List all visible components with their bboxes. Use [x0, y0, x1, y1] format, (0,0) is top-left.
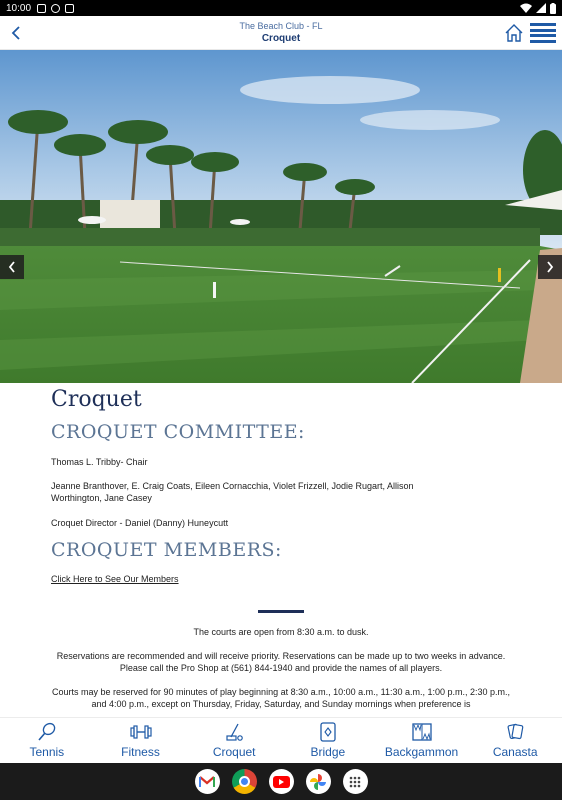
menu-icon	[530, 23, 556, 26]
tab-label: Fitness	[121, 745, 160, 759]
home-icon	[504, 23, 524, 43]
croquet-director: Croquet Director - Daniel (Danny) Huneycutt	[51, 518, 229, 528]
tab-backgammon[interactable]	[375, 718, 469, 763]
backgammon-board-icon	[411, 721, 433, 743]
carousel-next-button[interactable]	[538, 255, 562, 279]
committee-members: Jeanne Branthover, E. Craig Coats, Eileen Cornacchia, Violet Frizzell, Jodie Rugart, Allison Worthington, Jane Casey	[51, 481, 414, 503]
croquet-lawn-photo	[0, 50, 562, 383]
play-times-info: Courts may be reserved for 90 minutes of play beginning at 8:30 a.m., 10:00 a.m., 11:30 a.m., 1:00 p.m., 2:30 p.m., and 4:00 p.m., except on Thursday, Friday, Saturday, and Sunday mornings when preference is	[51, 687, 511, 709]
photos-icon[interactable]	[306, 769, 331, 794]
page-title: Croquet	[261, 33, 301, 44]
bottom-tab-bar	[0, 717, 562, 763]
youtube-icon[interactable]	[269, 769, 294, 794]
dumbbell-icon	[130, 721, 152, 743]
chrome-icon[interactable]	[232, 769, 257, 794]
tab-label: Bridge	[310, 745, 346, 759]
vpn-icon	[51, 4, 60, 13]
members-heading: CROQUET MEMBERS:	[51, 539, 282, 561]
chevron-right-icon	[546, 261, 554, 273]
status-bar	[0, 0, 562, 16]
section-divider	[258, 610, 304, 613]
carousel-prev-button[interactable]	[0, 255, 24, 279]
committee-chair: Thomas L. Tribby- Chair	[51, 457, 148, 467]
playing-card-icon	[317, 721, 339, 743]
tennis-racket-icon	[36, 721, 58, 743]
status-right	[520, 3, 556, 14]
tab-label: Backgammon	[384, 745, 459, 759]
wifi-icon	[520, 3, 532, 13]
tab-canasta[interactable]	[468, 718, 562, 763]
battery-icon	[550, 3, 556, 14]
cards-hand-icon	[504, 721, 526, 743]
storage-icon	[65, 4, 74, 13]
members-link[interactable]: Click Here to See Our Members	[51, 574, 179, 584]
android-dock	[0, 763, 562, 800]
tab-label: Tennis	[29, 745, 65, 759]
hero-image	[0, 50, 562, 383]
croquet-mallet-icon	[223, 721, 245, 743]
menu-button[interactable]	[530, 23, 556, 45]
app-drawer-icon[interactable]	[343, 769, 368, 794]
home-button[interactable]	[504, 23, 524, 43]
chevron-left-icon	[8, 261, 16, 273]
app-header	[0, 16, 562, 50]
club-name: The Beach Club - FL	[239, 21, 323, 31]
content-heading: Croquet	[51, 387, 142, 412]
cellular-icon	[536, 3, 546, 13]
tab-fitness[interactable]	[94, 718, 188, 763]
reservations-info: Reservations are recommended and will receive priority. Reservations can be made up to two weeks in advance. Please call the Pro Shop at (561) 844-1940 and provide the names of all players.	[56, 651, 506, 673]
content-area[interactable]	[0, 383, 562, 717]
tab-bridge[interactable]	[281, 718, 375, 763]
notification-icon	[37, 4, 46, 13]
header-titles	[0, 21, 562, 45]
tab-label: Croquet	[212, 745, 256, 759]
tab-croquet[interactable]	[187, 718, 281, 763]
status-time: 10:00	[6, 2, 32, 14]
committee-heading: CROQUET COMMITTEE:	[51, 421, 305, 443]
tab-label: Canasta	[492, 745, 538, 759]
tab-tennis[interactable]	[0, 718, 94, 763]
court-hours: The courts are open from 8:30 a.m. to dusk.	[193, 627, 369, 637]
gmail-icon[interactable]	[195, 769, 220, 794]
